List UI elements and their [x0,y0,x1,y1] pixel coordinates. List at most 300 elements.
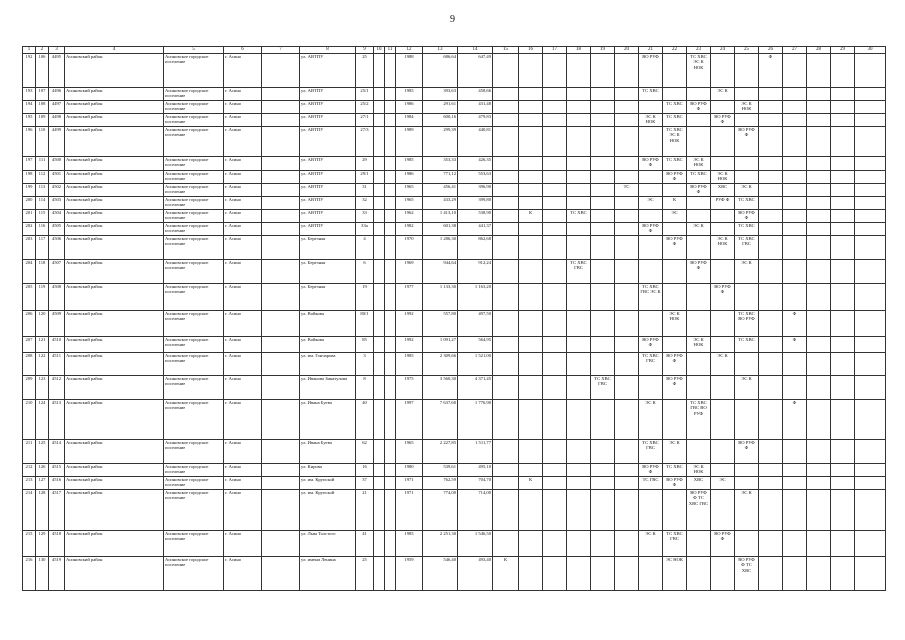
cell-col-8: ул. Березная [300,260,356,284]
cell-col-17 [543,223,567,236]
cell-col-23: ХВС [687,477,711,490]
cell-col-28 [807,400,831,440]
cell-col-3: 4514 [49,440,65,464]
cell-col-30 [855,197,886,210]
cell-col-17 [543,197,567,210]
cell-col-27 [783,353,807,376]
cell-col-14: 564,95 [458,337,493,353]
cell-col-29 [831,127,855,157]
cell-col-13: 7 637,60 [423,400,458,440]
cell-col-16 [519,376,543,400]
cell-col-28 [807,353,831,376]
cell-col-7 [262,54,300,88]
cell-col-25: ТС ХВС [735,223,759,236]
table-row [23,284,886,311]
cell-col-21: ЭС К [639,400,663,440]
cell-col-7 [262,88,300,101]
cell-col-13: 1 286,30 [423,236,458,260]
cell-col-23 [687,114,711,127]
cell-col-15 [493,210,519,223]
cell-col-5: Асиновское городское поселение [164,260,224,284]
cell-col-19 [591,490,615,531]
cell-col-20 [615,101,639,114]
cell-col-3: 4511 [49,353,65,376]
cell-col-20: ТС [615,184,639,197]
cell-col-4: Асиновский район [65,184,164,197]
cell-col-14: 495,10 [458,464,493,477]
table-row [23,440,886,464]
cell-col-24 [711,337,735,353]
cell-col-28 [807,490,831,531]
cell-col-19 [591,440,615,464]
cell-col-12: 1982 [396,223,423,236]
cell-col-25 [735,88,759,101]
column-number-3: 3 [49,47,65,54]
cell-col-2: 107 [36,88,49,101]
cell-col-19: ТС ХВС ГВС [591,376,615,400]
cell-col-17 [543,490,567,531]
cell-col-29 [831,223,855,236]
cell-col-12: 1975 [396,376,423,400]
cell-col-5: Асиновское городское поселение [164,157,224,171]
cell-col-15 [493,337,519,353]
cell-col-25 [735,477,759,490]
cell-col-5: Асиновское городское поселение [164,101,224,114]
cell-col-18 [567,101,591,114]
cell-col-29 [831,531,855,557]
cell-col-28 [807,337,831,353]
cell-col-4: Асиновский район [65,114,164,127]
cell-col-28 [807,101,831,114]
cell-col-9: 6 [356,260,374,284]
cell-col-12: 1989 [396,127,423,157]
cell-col-6: г. Асино [224,311,262,337]
cell-col-14: 440,81 [458,127,493,157]
cell-col-1: 199 [23,184,36,197]
cell-col-24: ЭС К НОК [711,236,735,260]
cell-col-19 [591,353,615,376]
cell-col-22: ТС ХВС [663,464,687,477]
cell-col-17 [543,236,567,260]
cell-col-13: 944,64 [423,260,458,284]
cell-col-9: 62 [356,440,374,464]
cell-col-23 [687,197,711,210]
cell-col-12: 1997 [396,400,423,440]
cell-col-27 [783,477,807,490]
cell-col-12: 1977 [396,284,423,311]
cell-col-4: Асиновский район [65,197,164,210]
cell-col-26 [759,210,783,223]
cell-col-18 [567,127,591,157]
cell-col-19 [591,400,615,440]
cell-col-3: 4516 [49,477,65,490]
cell-col-3: 4503 [49,197,65,210]
cell-col-1: 205 [23,284,36,311]
column-number-20: 20 [615,47,639,54]
cell-col-4: Асиновский район [65,54,164,88]
cell-col-24 [711,260,735,284]
cell-col-14: 497,50 [458,311,493,337]
cell-col-25 [735,353,759,376]
cell-col-16 [519,88,543,101]
cell-col-10 [374,531,385,557]
cell-col-14: 458,66 [458,88,493,101]
cell-col-16 [519,260,543,284]
cell-col-8: ул. АВТПУ [300,210,356,223]
cell-col-26 [759,477,783,490]
cell-col-13: 1 133,30 [423,284,458,311]
cell-col-29 [831,54,855,88]
cell-col-7 [262,101,300,114]
cell-col-9: 4 [356,236,374,260]
cell-col-20 [615,337,639,353]
cell-col-21: ТС ХВС ГВС [639,353,663,376]
cell-col-10 [374,260,385,284]
cell-col-10 [374,184,385,197]
cell-col-4: Асиновский район [65,557,164,591]
cell-col-22: ЭС К НОК [663,311,687,337]
cell-col-30 [855,477,886,490]
cell-col-8: ул. Березная [300,236,356,260]
cell-col-29 [831,197,855,210]
column-number-30: 30 [855,47,886,54]
cell-col-15 [493,440,519,464]
cell-col-4: Асиновский район [65,210,164,223]
cell-col-21: ЭС [639,197,663,210]
cell-col-1: 200 [23,197,36,210]
cell-col-22: ТС ХВС ГВС [663,531,687,557]
cell-col-14: 426,35 [458,157,493,171]
cell-col-3: 4506 [49,236,65,260]
cell-col-8: ул. Льва Толстого [300,531,356,557]
cell-col-13: 3 560,30 [423,376,458,400]
cell-col-16: К [519,210,543,223]
cell-col-8: ул. Войкова [300,337,356,353]
cell-col-14: 1 511,77 [458,440,493,464]
table-row [23,54,886,88]
cell-col-19 [591,284,615,311]
cell-col-12: 1992 [396,337,423,353]
cell-col-27 [783,54,807,88]
cell-col-15 [493,464,519,477]
column-number-4: 4 [65,47,164,54]
cell-col-27 [783,157,807,171]
cell-col-15 [493,54,519,88]
cell-col-26 [759,197,783,210]
cell-col-13: 2 227,85 [423,440,458,464]
cell-col-2: 127 [36,477,49,490]
cell-col-28 [807,376,831,400]
cell-col-17 [543,400,567,440]
cell-col-27 [783,223,807,236]
table-row [23,260,886,284]
column-number-19: 19 [591,47,615,54]
cell-col-10 [374,197,385,210]
cell-col-13: 774,00 [423,490,458,531]
cell-col-9: 25 [356,557,374,591]
cell-col-22: ЭС НОК [663,557,687,591]
cell-col-10 [374,127,385,157]
cell-col-5: Асиновское городское поселение [164,223,224,236]
cell-col-24 [711,490,735,531]
cell-col-22: ТС ХВС [663,114,687,127]
cell-col-4: Асиновский район [65,88,164,101]
cell-col-15: К [493,557,519,591]
cell-col-14: 1 546,50 [458,531,493,557]
cell-col-15 [493,531,519,557]
cell-col-20 [615,157,639,171]
cell-col-3: 4512 [49,376,65,400]
cell-col-3: 4504 [49,210,65,223]
cell-col-15 [493,127,519,157]
cell-col-23: ТС ХВС ЭС К НОК [687,54,711,88]
cell-col-8: ул. АВТПУ [300,114,356,127]
cell-col-11 [385,88,396,101]
cell-col-2: 125 [36,440,49,464]
page-number: 9 [450,14,455,25]
cell-col-11 [385,531,396,557]
cell-col-13: 762,59 [423,477,458,490]
column-number-11: 11 [385,47,396,54]
cell-col-24: ВО РУФ Ф [711,284,735,311]
cell-col-17 [543,440,567,464]
cell-col-8: ул. им. Гончарова [300,353,356,376]
cell-col-29 [831,400,855,440]
cell-col-25 [735,157,759,171]
column-number-9: 9 [356,47,374,54]
table-row [23,400,886,440]
cell-col-3: 4505 [49,223,65,236]
cell-col-27: Ф [783,337,807,353]
cell-col-19 [591,210,615,223]
cell-col-11 [385,101,396,114]
cell-col-19 [591,464,615,477]
cell-col-13: 299,39 [423,127,458,157]
cell-col-16 [519,114,543,127]
cell-col-22: ЭС К [663,440,687,464]
cell-col-17 [543,210,567,223]
cell-col-3: 4510 [49,337,65,353]
cell-col-28 [807,284,831,311]
cell-col-12: 1959 [396,557,423,591]
cell-col-27 [783,101,807,114]
cell-col-29 [831,376,855,400]
cell-col-25: ЭС К [735,376,759,400]
cell-col-16 [519,311,543,337]
cell-col-29 [831,464,855,477]
cell-col-16 [519,236,543,260]
column-number-27: 27 [783,47,807,54]
cell-col-19 [591,54,615,88]
cell-col-28 [807,54,831,88]
cell-col-22 [663,184,687,197]
cell-col-14: 1 163,20 [458,284,493,311]
cell-col-26 [759,311,783,337]
table-row [23,223,886,236]
cell-col-10 [374,440,385,464]
cell-col-10 [374,400,385,440]
table-row [23,88,886,101]
cell-col-2: 115 [36,210,49,223]
cell-col-17 [543,557,567,591]
column-number-7: 7 [262,47,300,54]
cell-col-22 [663,88,687,101]
cell-col-4: Асиновский район [65,531,164,557]
cell-col-1: 216 [23,557,36,591]
cell-col-25: ВО РУФ Ф ТС ХВС [735,557,759,591]
cell-col-7 [262,284,300,311]
cell-col-21: ВО РУФ [639,54,663,88]
cell-col-16: К [519,477,543,490]
cell-col-25: ТС ХВС [735,337,759,353]
cell-col-3: 4517 [49,490,65,531]
cell-col-2: 106 [36,54,49,88]
cell-col-17 [543,88,567,101]
cell-col-30 [855,557,886,591]
cell-col-9: 8 [356,376,374,400]
cell-col-15 [493,171,519,184]
cell-col-21 [639,127,663,157]
cell-col-9: 40 [356,400,374,440]
cell-col-13: 1 091,27 [423,337,458,353]
cell-col-5: Асиновское городское поселение [164,490,224,531]
cell-col-15 [493,184,519,197]
column-number-15: 15 [493,47,519,54]
cell-col-17 [543,184,567,197]
cell-col-24 [711,54,735,88]
cell-col-7 [262,353,300,376]
cell-col-19 [591,223,615,236]
cell-col-3: 4498 [49,114,65,127]
cell-col-3: 4499 [49,127,65,157]
cell-col-29 [831,236,855,260]
cell-col-15 [493,353,519,376]
cell-col-13: 539,61 [423,464,458,477]
cell-col-4: Асиновский район [65,400,164,440]
cell-col-10 [374,353,385,376]
cell-col-5: Асиновское городское поселение [164,376,224,400]
cell-col-1: 201 [23,210,36,223]
cell-col-15 [493,311,519,337]
cell-col-12: 1971 [396,490,423,531]
cell-col-9: 37 [356,477,374,490]
cell-col-2: 121 [36,337,49,353]
cell-col-6: г. Асино [224,171,262,184]
cell-col-2: 111 [36,157,49,171]
cell-col-11 [385,127,396,157]
cell-col-8: ул. Кирова [300,464,356,477]
cell-col-15 [493,236,519,260]
cell-col-14: 1 776,90 [458,400,493,440]
cell-col-11 [385,184,396,197]
cell-col-23 [687,376,711,400]
cell-col-26: Ф [759,54,783,88]
column-number-14: 14 [458,47,493,54]
cell-col-15 [493,490,519,531]
cell-col-25 [735,284,759,311]
cell-col-22 [663,490,687,531]
cell-col-20 [615,114,639,127]
cell-col-20 [615,223,639,236]
cell-col-26 [759,101,783,114]
cell-col-7 [262,440,300,464]
cell-col-18: ТС ХВС ГВС [567,260,591,284]
cell-col-21 [639,210,663,223]
cell-col-18 [567,223,591,236]
cell-col-6: г. Асино [224,223,262,236]
cell-col-11 [385,490,396,531]
cell-col-27 [783,531,807,557]
cell-col-10 [374,490,385,531]
cell-col-5: Асиновское городское поселение [164,311,224,337]
cell-col-20 [615,197,639,210]
cell-col-25: ЭС К [735,490,759,531]
cell-col-17 [543,260,567,284]
cell-col-5: Асиновское городское поселение [164,197,224,210]
cell-col-12: 1965 [396,440,423,464]
cell-col-27 [783,376,807,400]
column-number-21: 21 [639,47,663,54]
cell-col-29 [831,477,855,490]
column-number-28: 28 [807,47,831,54]
cell-col-22: ЭС [663,210,687,223]
cell-col-14: 441,37 [458,223,493,236]
register-rows [23,54,886,591]
cell-col-1: 215 [23,531,36,557]
cell-col-20 [615,210,639,223]
cell-col-20 [615,400,639,440]
cell-col-30 [855,171,886,184]
table-row [23,184,886,197]
cell-col-17 [543,157,567,171]
cell-col-25: ТС ХВС ГВС [735,236,759,260]
cell-col-1: 212 [23,464,36,477]
cell-col-4: Асиновский район [65,223,164,236]
cell-col-16 [519,197,543,210]
cell-col-25 [735,400,759,440]
cell-col-28 [807,236,831,260]
cell-col-11 [385,260,396,284]
cell-col-11 [385,236,396,260]
cell-col-23: ТС ХВС ГВС ВО РУФ [687,400,711,440]
cell-col-23 [687,311,711,337]
cell-col-7 [262,376,300,400]
cell-col-29 [831,260,855,284]
cell-col-4: Асиновский район [65,376,164,400]
cell-col-19 [591,531,615,557]
cell-col-12: 1969 [396,260,423,284]
cell-col-22: ВО РУФ Ф [663,171,687,184]
cell-col-12: 1986 [396,171,423,184]
cell-col-22: ТС ХВС [663,101,687,114]
cell-col-10 [374,54,385,88]
table-row [23,490,886,531]
cell-col-11 [385,157,396,171]
cell-col-21: ТС ХВС ГВС ЭС К [639,284,663,311]
cell-col-17 [543,101,567,114]
cell-col-4: Асиновский район [65,477,164,490]
cell-col-21: ЭС К [639,531,663,557]
cell-col-11 [385,376,396,400]
cell-col-8: ул. им. Крупской [300,490,356,531]
cell-col-16 [519,54,543,88]
cell-col-30 [855,210,886,223]
cell-col-7 [262,127,300,157]
cell-col-5: Асиновское городское поселение [164,337,224,353]
column-number-29: 29 [831,47,855,54]
cell-col-7 [262,260,300,284]
cell-col-10 [374,311,385,337]
